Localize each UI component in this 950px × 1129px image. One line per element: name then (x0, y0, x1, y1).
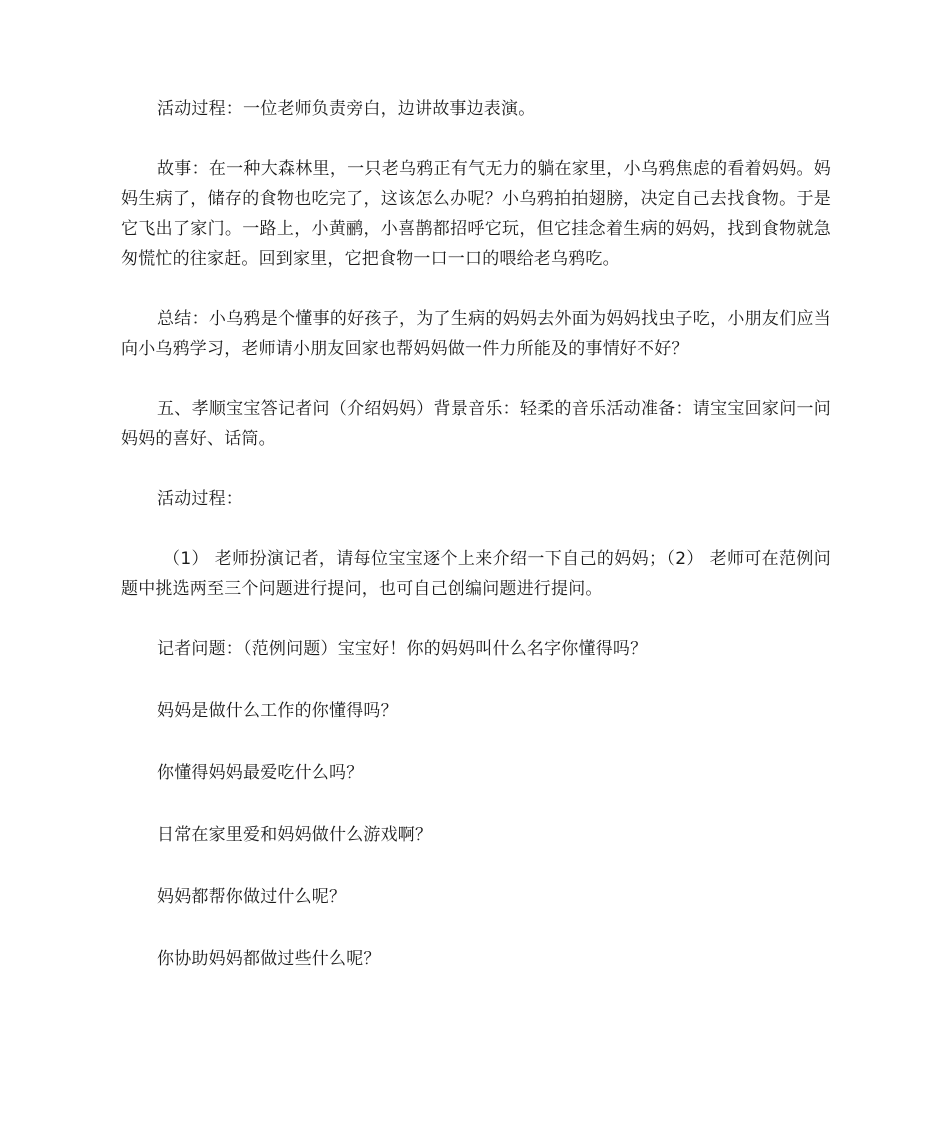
paragraph-story: 故事：在一种大森林里，一只老乌鸦正有气无力的躺在家里，小乌鸦焦虑的看着妈妈。妈妈生病了，储存的食物也吃完了，这该怎么办呢？小乌鸦拍拍翅膀，决定自己去找食物。于是它飞出了家门。一路上，小黄鹂，小喜鹊都招呼它玩，但它挂念着生病的妈妈，找到食物就急匆慌忙的往家赶。回到家里，它把食物一口一口的喂给老乌鸦吃。 (121, 159, 831, 269)
paragraph-question-food: 你懂得妈妈最爱吃什么吗？ (157, 763, 364, 783)
paragraph-activity-steps: （1） 老师扮演记者，请每位宝宝逐个上来介绍一下自己的妈妈；（2） 老师可在范例问题中挑选两至三个问题进行提问，也可自己创编问题进行提问。 (121, 549, 831, 599)
paragraph-reporter-question: 记者问题：（范例问题）宝宝好！你的妈妈叫什么名字你懂得吗？ (157, 639, 648, 659)
paragraph-activity-process: 活动过程：一位老师负责旁白，边讲故事边表演。 (157, 99, 536, 119)
document-body (121, 94, 831, 1006)
paragraph-question-job: 妈妈是做什么工作的你懂得吗？ (157, 701, 398, 721)
paragraph-question-game: 日常在家里爱和妈妈做什么游戏啊？ (157, 825, 433, 845)
paragraph-question-you-helped: 你协助妈妈都做过些什么呢？ (157, 949, 381, 969)
paragraph-section-five: 五、孝顺宝宝答记者问（介绍妈妈）背景音乐：轻柔的音乐活动准备：请宝宝回家问一问妈妈的喜好、话筒。 (121, 399, 831, 449)
paragraph-summary: 总结：小乌鸦是个懂事的好孩子，为了生病的妈妈去外面为妈妈找虫子吃，小朋友们应当向小乌鸦学习，老师请小朋友回家也帮妈妈做一件力所能及的事情好不好？ (121, 309, 831, 359)
paragraph-question-mom-helped: 妈妈都帮你做过什么呢？ (157, 887, 347, 907)
paragraph-activity-process-heading: 活动过程： (157, 489, 243, 509)
